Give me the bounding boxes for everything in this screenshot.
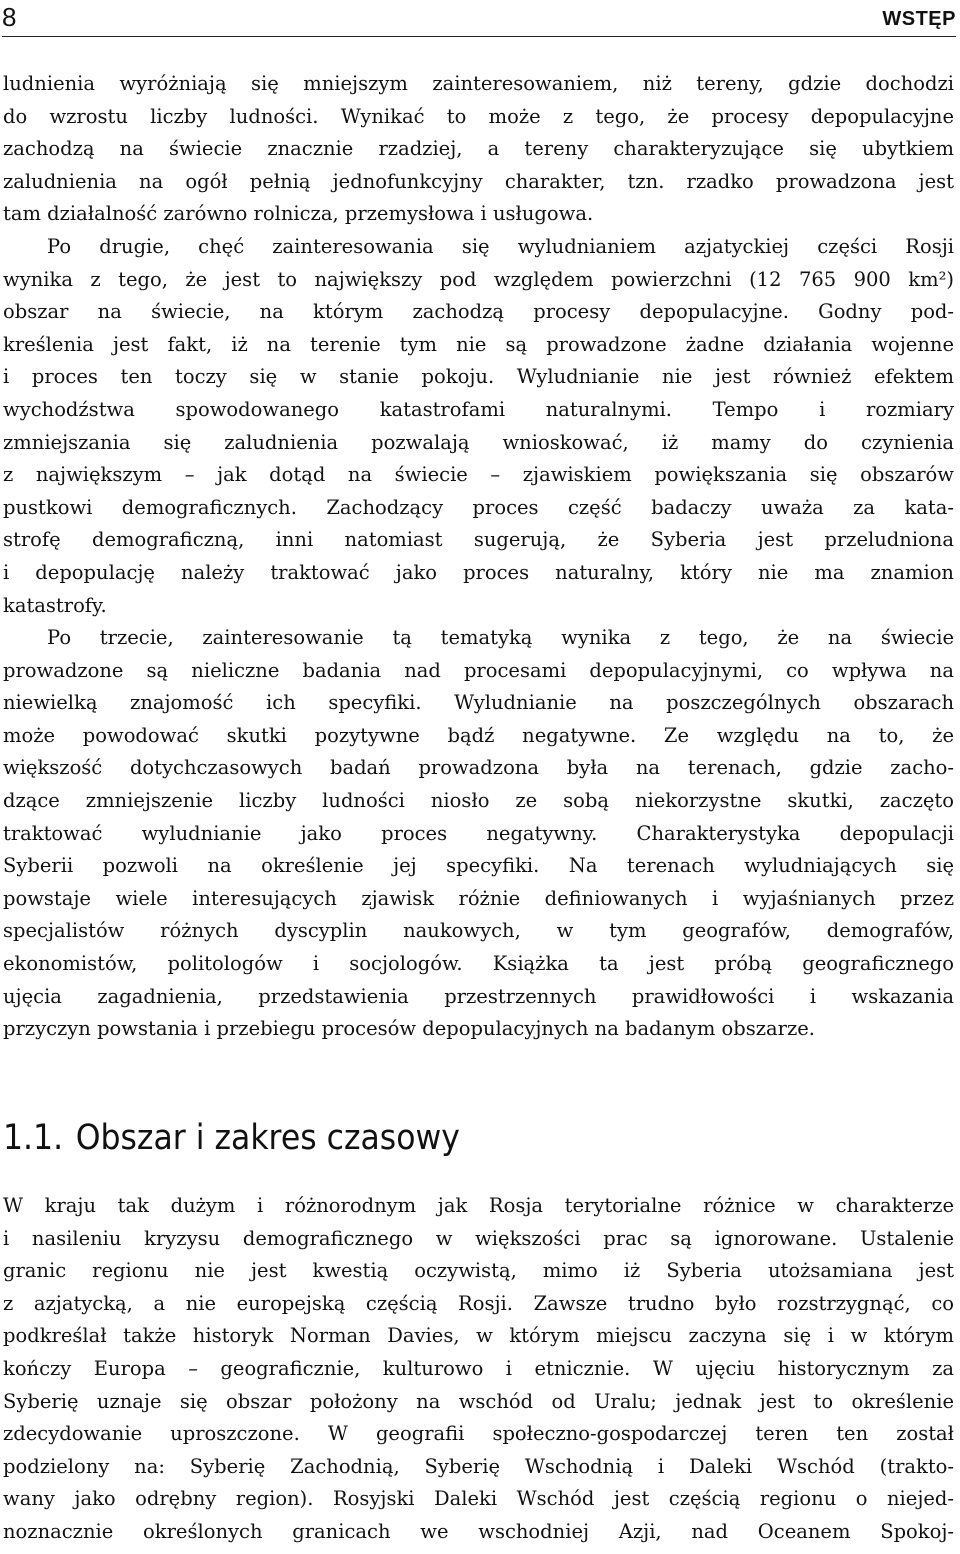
text-line: i nasileniu kryzysu demograficznego w większości prac są ignorowane. Ustalenie <box>3 1226 954 1250</box>
text-line: strofę demograficzną, inni natomiast sugerują, że Syberia jest przeludniona <box>3 528 954 552</box>
text-line: zachodzą na świecie znacznie rzadziej, a tereny charakteryzujące się ubytkiem <box>3 137 954 161</box>
text-line: podzielony na: Syberię Zachodnią, Syberię Wschodnią i Daleki Wschód (trakto- <box>3 1454 954 1478</box>
text-line: ujęcia zagadnienia, przedstawienia przestrzennych prawidłowości i wskazania <box>3 984 954 1008</box>
text-line: wynika z tego, że jest to największy pod względem powierzchni (12 765 900 km²) <box>3 267 954 291</box>
text-line: noznacznie określonych granicach we wschodniej Azji, nad Oceanem Spokoj- <box>3 1519 954 1543</box>
text-line: zaludnienia na ogół pełnią jednofunkcyjny charakter, tzn. rzadko prowadzona jest <box>3 169 954 193</box>
text-line: tam działalność zarówno rolnicza, przemysłowa i usługowa. <box>3 202 594 226</box>
text-line: granic regionu nie jest kwestią oczywistą, mimo iż Syberia utożsamiana jest <box>3 1259 954 1283</box>
text-line: z największym – jak dotąd na świecie – zjawiskiem powiększania się obszarów <box>3 463 954 487</box>
text-line: powstaje wiele interesujących zjawisk różnie definiowanych i wyjaśnianych przez <box>3 886 954 910</box>
text-line: i depopulację należy traktować jako proces naturalny, który nie ma znamion <box>3 560 954 584</box>
text-line: niewielką znajomość ich specyfiki. Wyludnianie na poszczególnych obszarach <box>3 691 954 715</box>
text-line: W kraju tak dużym i różnorodnym jak Rosja terytorialne różnice w charakterze <box>3 1194 954 1217</box>
body-text-intro <box>3 68 954 1046</box>
text-line: zmniejszania się zaludnienia pozwalają wnioskować, iż mamy do czynienia <box>3 430 954 454</box>
section-label: WSTĘP <box>882 8 956 30</box>
text-line: przyczyn powstania i przebiegu procesów depopulacyjnych na badanym obszarze. <box>3 1017 815 1041</box>
text-line: większość dotychczasowych badań prowadzona była na terenach, gdzie zacho- <box>3 756 954 780</box>
text-line: Po drugie, chęć zainteresowania się wyludnianiem azjatyckiej części Rosji <box>47 234 954 258</box>
text-line: Syberii pozwoli na określenie jej specyfiki. Na terenach wyludniających się <box>3 854 954 878</box>
text-line: dzące zmniejszenie liczby ludności niosło ze sobą niekorzystne skutki, zaczęto <box>3 789 954 813</box>
section-heading-title: Obszar i zakres czasowy <box>75 1118 460 1158</box>
text-line: wychodźstwa spowodowanego katastrofami naturalnymi. Tempo i rozmiary <box>3 397 954 421</box>
text-line: obszar na świecie, na którym zachodzą procesy depopulacyjne. Godny pod- <box>3 300 954 324</box>
body-text-section <box>3 1190 954 1549</box>
text-line: zdecydowanie uproszczone. W geografii społeczno-gospodarczej teren ten został <box>3 1422 954 1446</box>
section-heading-number: 1.1. <box>3 1118 64 1158</box>
section-heading <box>3 1116 460 1160</box>
text-line: prowadzone są nieliczne badania nad procesami depopulacyjnymi, co wpływa na <box>3 658 954 682</box>
text-line: katastrofy. <box>3 593 107 617</box>
text-line: traktować wyludnianie jako proces negatywny. Charakterystyka depopulacji <box>3 821 954 845</box>
text-line: podkreślał także historyk Norman Davies, w którym miejscu zaczyna się i w którym <box>3 1324 954 1348</box>
text-line: z azjatycką, a nie europejską częścią Rosji. Zawsze trudno było rozstrzygnąć, co <box>3 1291 954 1315</box>
text-line: Syberię uznaje się obszar położony na wschód od Uralu; jednak jest to określenie <box>3 1389 954 1413</box>
page-number: 8 <box>2 2 17 32</box>
text-line: wany jako odrębny region). Rosyjski Daleki Wschód jest częścią regionu o niejed- <box>3 1487 954 1511</box>
text-line: specjalistów różnych dyscyplin naukowych, w tym geografów, demografów, <box>3 919 954 943</box>
text-line: Po trzecie, zainteresowanie tą tematyką wynika z tego, że na świecie <box>47 626 954 650</box>
text-line: kończy Europa – geograficznie, kulturowo i etnicznie. W ujęciu historycznym za <box>3 1356 954 1380</box>
text-line: kreślenia jest fakt, iż na terenie tym nie są prowadzone żadne działania wojenne <box>3 332 954 356</box>
text-line: ludnienia wyróżniają się mniejszym zainteresowaniem, niż tereny, gdzie dochodzi <box>3 72 954 95</box>
text-line: i proces ten toczy się w stanie pokoju. Wyludnianie nie jest również efektem <box>3 365 954 389</box>
text-line: pustkowi demograficznych. Zachodzący proces część badaczy uważa za kata- <box>3 495 954 519</box>
running-header <box>2 2 956 37</box>
text-line: do wzrostu liczby ludności. Wynikać to może z tego, że procesy depopulacyjne <box>3 104 954 128</box>
text-line: ekonomistów, politologów i socjologów. Książka ta jest próbą geograficznego <box>3 952 954 976</box>
text-line: może powodować skutki pozytywne bądź negatywne. Ze względu na to, że <box>3 723 954 747</box>
